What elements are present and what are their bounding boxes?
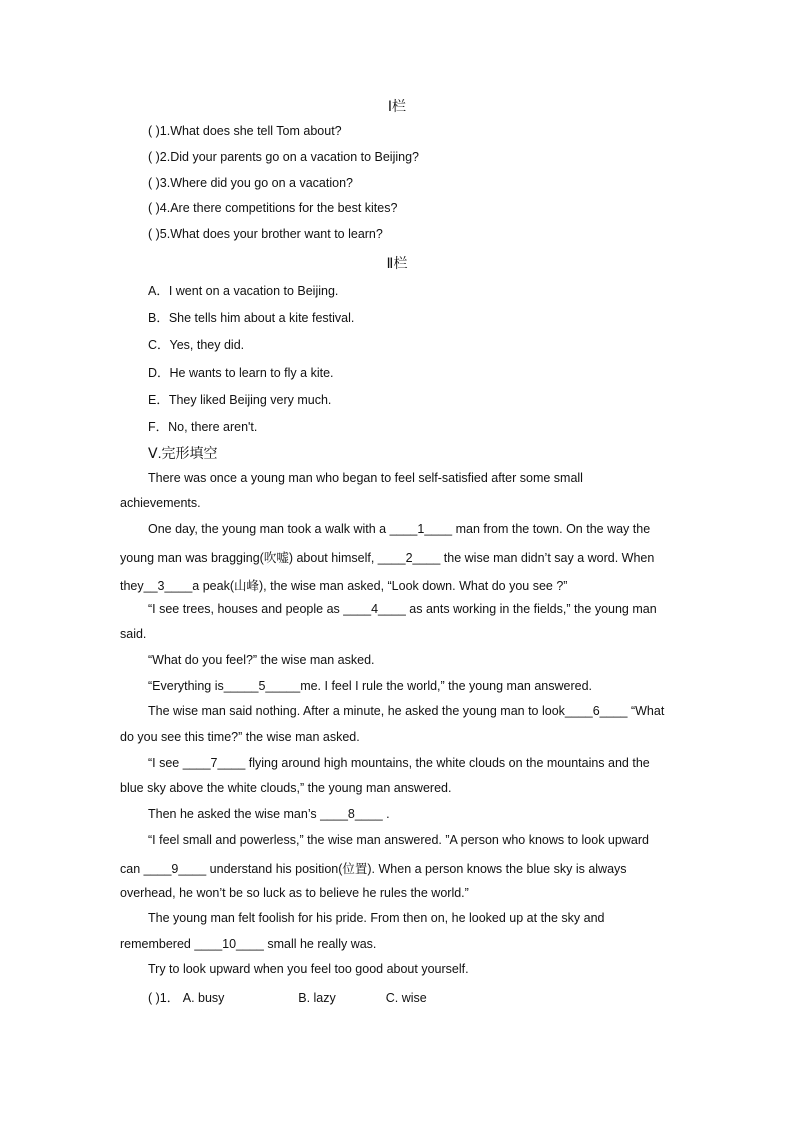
cloze-line: “What do you feel?” the wise man asked. (148, 653, 375, 667)
choice-c: C. wise (385, 991, 427, 1005)
cloze-line: There was once a young man who began to feel self-satisfied after some small (148, 471, 583, 485)
section2-title: Ⅱ栏 (386, 255, 408, 271)
cloze-line: blue sky above the white clouds,” the young man answered. (120, 781, 452, 795)
question-4: ( )4.Are there competitions for the best kites? (148, 201, 398, 215)
question-1: ( )1.What does she tell Tom about? (148, 124, 342, 138)
cloze-line: The young man felt foolish for his pride. From then on, he looked up at the sky and (148, 911, 605, 925)
cloze-question-1 (148, 988, 427, 1006)
option-b: B．She tells him about a kite festival. (148, 311, 355, 325)
cloze-line: can ____9____ understand his position(位置). When a person knows the blue sky is always (120, 862, 627, 876)
choice-b: B. lazy (298, 991, 336, 1005)
cloze-line: they__3____a peak(山峰), the wise man asked, “Look down. What do you see ?” (120, 579, 568, 593)
option-d: D．He wants to learn to fly a kite. (148, 366, 334, 380)
cloze-line: do you see this time?” the wise man asked. (120, 730, 360, 744)
choice-a: A. busy (182, 991, 225, 1005)
question-5: ( )5.What does your brother want to learn? (148, 227, 383, 241)
option-c: C．Yes, they did. (148, 338, 245, 352)
cloze-line: “I see trees, houses and people as ____4____ as ants working in the fields,” the young man (148, 602, 657, 616)
cloze-line: The wise man said nothing. After a minute, he asked the young man to look____6____ “What (148, 704, 665, 718)
question-2: ( )2.Did your parents go on a vacation to Beijing? (148, 150, 419, 164)
option-f: F．No, there aren't. (148, 420, 258, 434)
cloze-line: Try to look upward when you feel too good about yourself. (148, 962, 469, 976)
cloze-heading: Ⅴ.完形填空 (148, 445, 218, 461)
cloze-line: Then he asked the wise man’s ____8____ . (148, 807, 390, 821)
option-a: A．I went on a vacation to Beijing. (148, 284, 339, 298)
cloze-line: young man was bragging(吹嘘) about himself, ____2____ the wise man didn’t say a word. When (120, 551, 655, 565)
cloze-line: achievements. (120, 496, 201, 510)
cloze-line: said. (120, 627, 147, 641)
question-3: ( )3.Where did you go on a vacation? (148, 176, 353, 190)
cloze-line: remembered ____10____ small he really was. (120, 937, 377, 951)
option-e: E．They liked Beijing very much. (148, 393, 332, 407)
cloze-line: One day, the young man took a walk with a ____1____ man from the town. On the way the (148, 522, 651, 536)
cloze-line: “I feel small and powerless,” the wise man answered. ”A person who knows to look upward (148, 833, 649, 847)
section1-title: Ⅰ栏 (387, 98, 407, 114)
cloze-line: “I see ____7____ flying around high mountains, the white clouds on the mountains and the (148, 756, 650, 770)
cloze-line: overhead, he won’t be so luck as to believe he rules the world.” (120, 886, 469, 900)
cloze-question-number: ( )1． (148, 991, 180, 1005)
cloze-line: “Everything is_____5_____me. I feel I rule the world,” the young man answered. (148, 679, 593, 693)
